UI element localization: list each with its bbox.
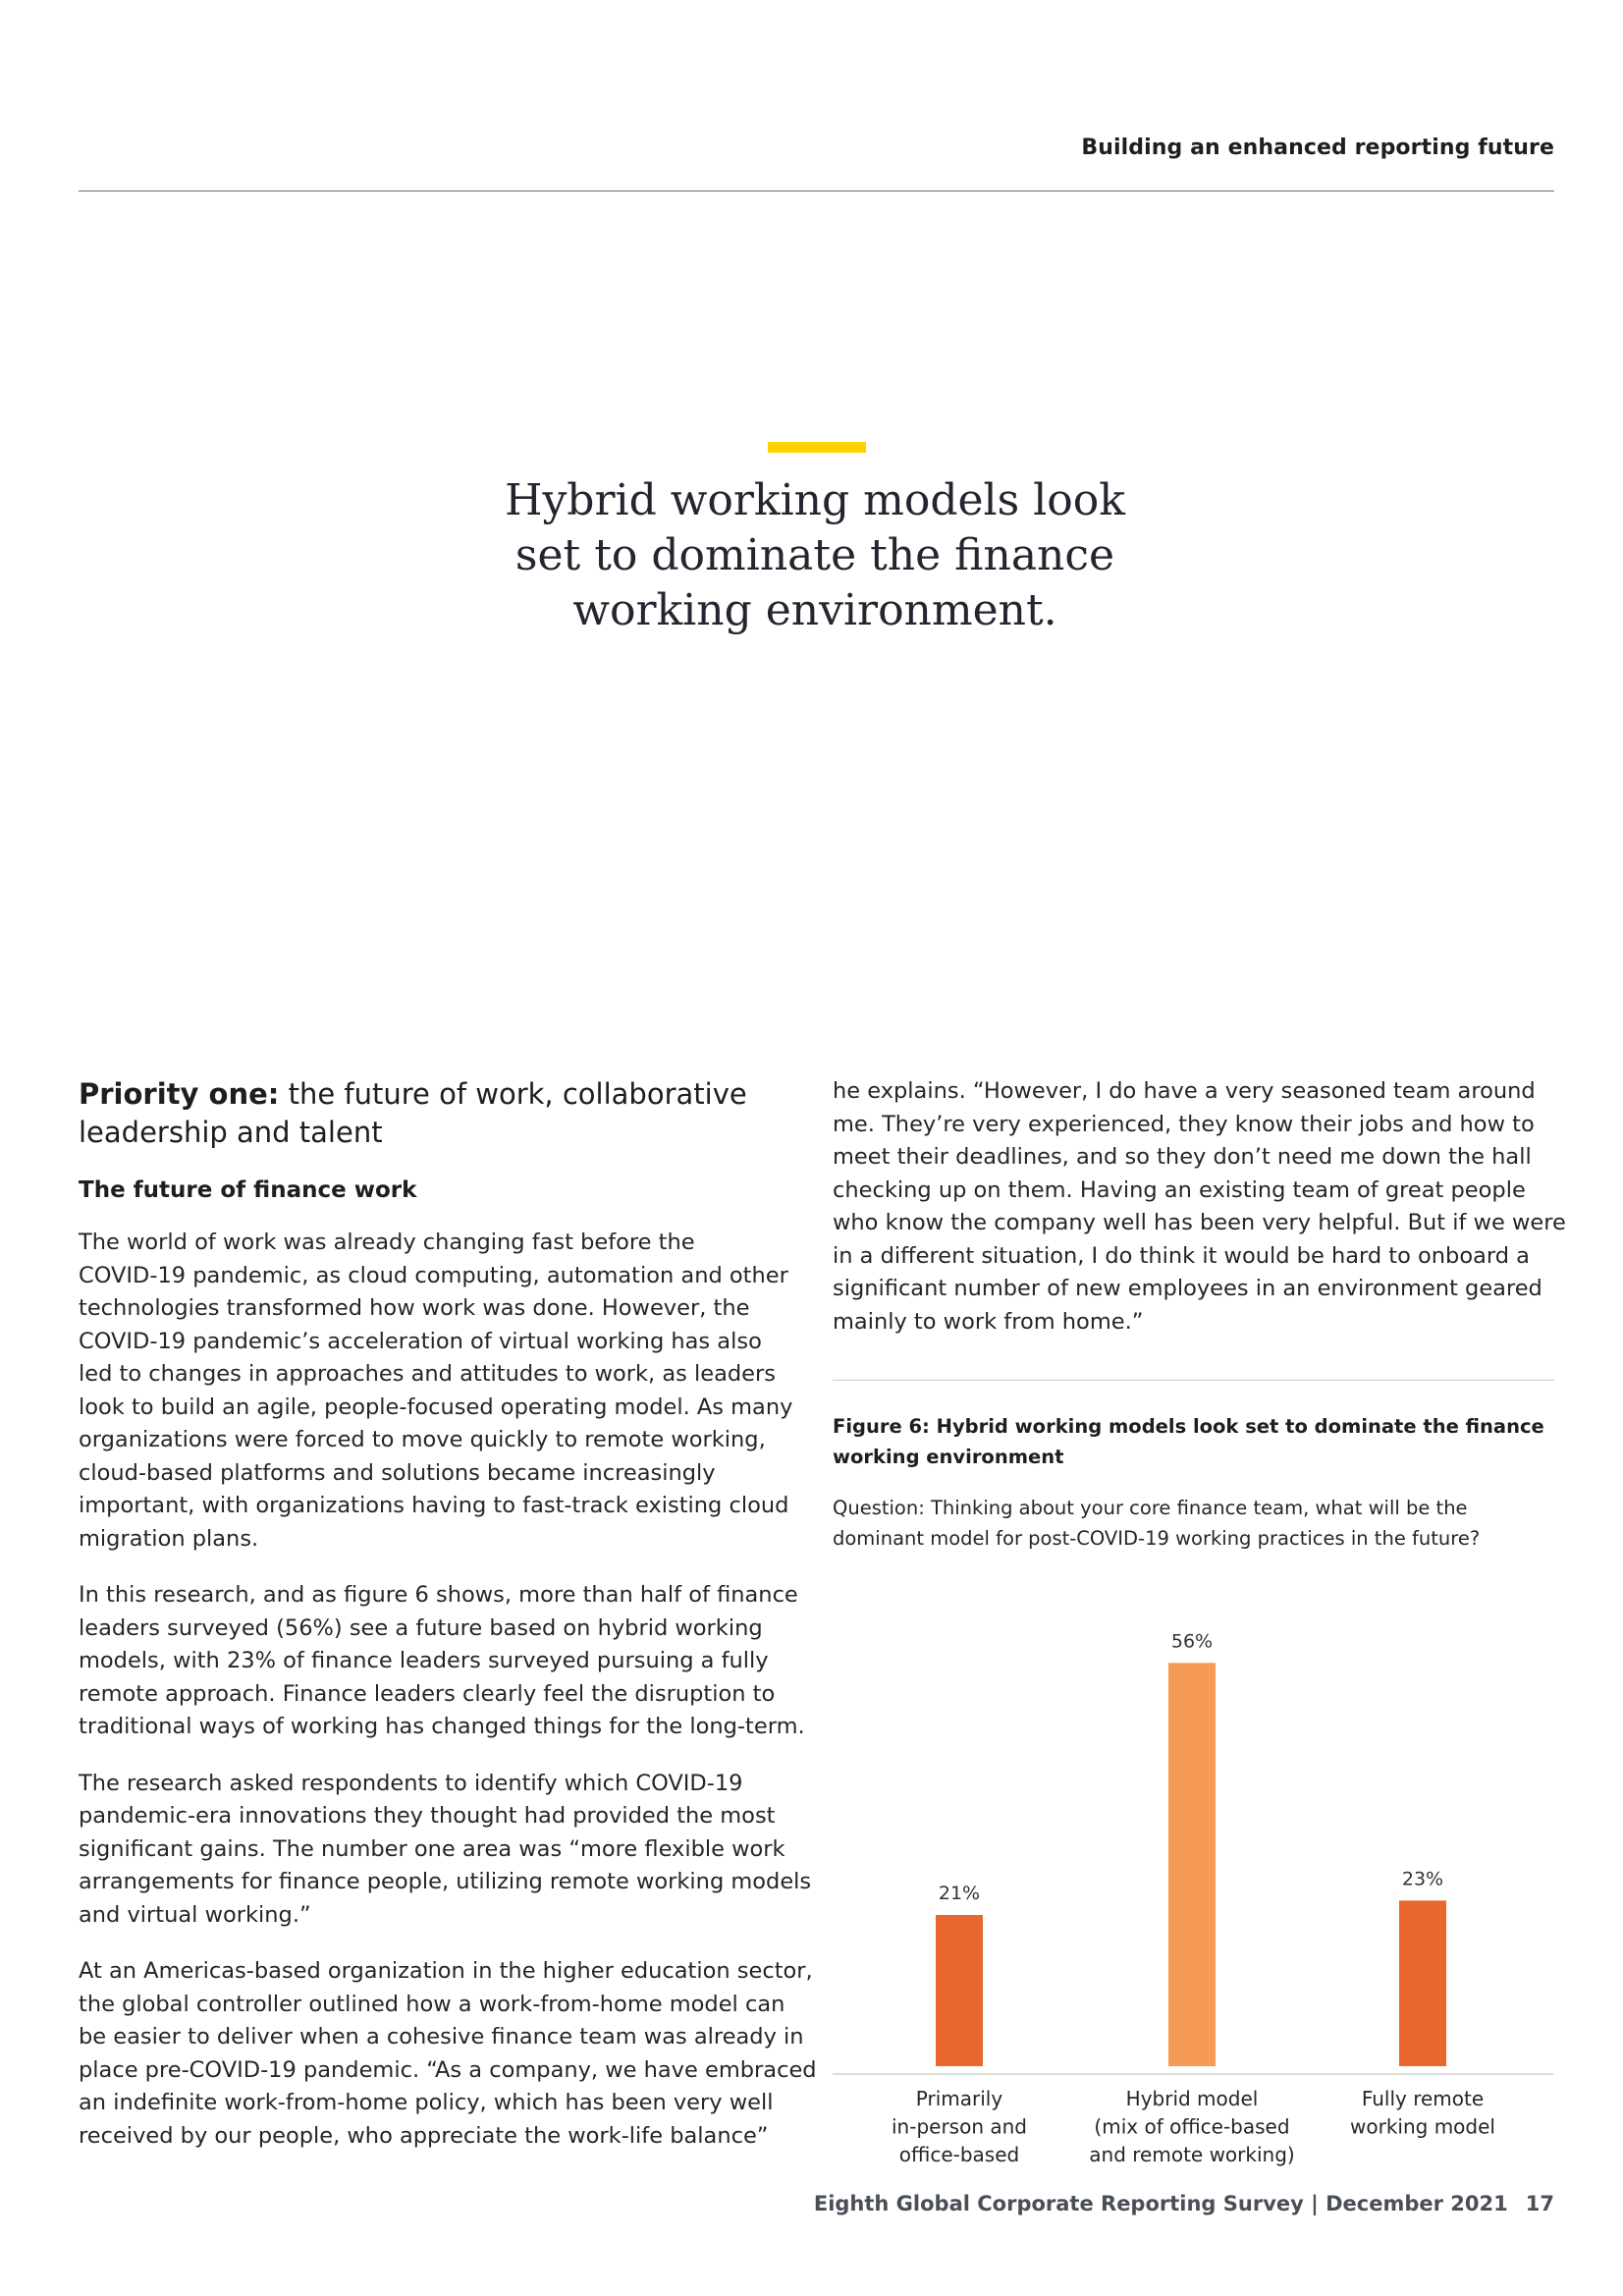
figure-question-line: Question: Thinking about your core finance team, what will be the: [833, 1497, 1468, 1519]
tick-label: office-based: [898, 2143, 1020, 2166]
hero-line: Hybrid working models look: [505, 475, 1125, 525]
body-paragraph: [79, 1227, 805, 1556]
figure-title-line: Figure 6: Hybrid working models look set to dominate the finance: [833, 1415, 1544, 1438]
tick-label: Hybrid model: [1125, 2087, 1259, 2110]
text-line: models, with 23% of finance leaders surveyed pursuing a fully: [79, 1648, 769, 1673]
hero-line: working environment.: [572, 585, 1057, 635]
text-line: significant gains. The number one area was “more flexible work: [79, 1835, 785, 1862]
tick-label: (mix of office-based: [1094, 2114, 1290, 2139]
tick-label: working model: [1350, 2114, 1495, 2139]
text-line: place pre-COVID-19 pandemic. “As a company, we have embraced: [79, 2056, 817, 2083]
text-line: in a different situation, I do think it would be hard to onboard a: [833, 1242, 1530, 1269]
priority-heading: [79, 1075, 805, 1152]
section-label: Building an enhanced reporting future: [1081, 136, 1554, 160]
text-line: an indefinite work-from-home policy, which has been very well: [79, 2090, 774, 2115]
body-paragraph: [79, 1579, 805, 1744]
text-line: pandemic-era innovations they thought had provided the most: [79, 1803, 776, 1829]
text-line: checking up on them. Having an existing team of great people: [833, 1176, 1526, 1203]
figure-question: [833, 1493, 1480, 1554]
text-line: me. They’re very experienced, they know their jobs and how to: [833, 1111, 1535, 1137]
subheading: The future of finance work: [79, 1177, 417, 1203]
text-line: traditional ways of working has changed things for the long-term.: [79, 1714, 805, 1739]
text-line: organizations were forced to move quickly to remote working,: [79, 1427, 766, 1452]
priority-text-line2: leadership and talent: [79, 1116, 383, 1149]
body-paragraph: [833, 1075, 1566, 1339]
text-line: look to build an agile, people-focused operating model. As many: [79, 1394, 793, 1420]
text-line: received by our people, who appreciate the work-life balance”: [79, 2122, 769, 2149]
data-label: 21%: [938, 1883, 981, 1904]
right-column: [833, 1075, 1566, 1339]
tick-label: Fully remote: [1361, 2087, 1485, 2110]
body-paragraph: [79, 1768, 812, 1933]
text-line: migration plans.: [79, 1525, 259, 1552]
hero-line: set to dominate the finance: [514, 530, 1115, 580]
data-label: 23%: [1401, 1868, 1444, 1890]
page-number: 17: [1525, 2192, 1554, 2215]
body-paragraph: [79, 1955, 817, 2153]
hero-quote: [422, 473, 1208, 638]
text-line: technologies transformed how work was done. However, the: [79, 1295, 750, 1321]
text-line: cloud-based platforms and solutions became increasingly: [79, 1459, 716, 1486]
text-line: The research asked respondents to identify which COVID-19: [79, 1770, 743, 1796]
bar: [936, 1915, 983, 2066]
text-line: arrangements for finance people, utilizing remote working models: [79, 1869, 812, 1894]
text-line: At an Americas-based organization in the higher education sector,: [79, 1958, 813, 1984]
footer-report: Eighth Global Corporate Reporting Survey | December 2021: [813, 2192, 1508, 2215]
tick-label: and remote working): [1089, 2143, 1295, 2166]
left-column: [79, 1075, 817, 2176]
text-line: significant number of new employees in an environment geared: [833, 1276, 1542, 1301]
figure-question-line: dominant model for post-COVID-19 working practices in the future?: [833, 1527, 1481, 1550]
figure-divider: [833, 1380, 1554, 1381]
accent-bar: [768, 442, 866, 453]
text-line: meet their deadlines, and so they don’t need me down the hall: [833, 1144, 1532, 1170]
figure-title: [833, 1411, 1544, 1472]
text-line: important, with organizations having to fast-track existing cloud: [79, 1493, 789, 1518]
bar-chart: [825, 1571, 1561, 2180]
text-line: In this research, and as figure 6 shows, more than half of finance: [79, 1582, 798, 1608]
page-footer: [814, 2192, 1554, 2215]
text-line: the global controller outlined how a work-from-home model can: [79, 1991, 785, 2017]
text-line: mainly to work from home.”: [833, 1308, 1144, 1335]
text-line: The world of work was already changing fast before the: [79, 1230, 695, 1255]
text-line: led to changes in approaches and attitudes to work, as leaders: [79, 1361, 777, 1387]
text-line: who know the company well has been very helpful. But if we were: [833, 1210, 1566, 1235]
text-line: remote approach. Finance leaders clearly feel the disruption to: [79, 1680, 776, 1707]
figure-title-line: working environment: [833, 1446, 1064, 1468]
text-line: COVID-19 pandemic, as cloud computing, automation and other: [79, 1262, 788, 1288]
priority-text: the future of work, collaborative: [279, 1077, 747, 1111]
text-line: COVID-19 pandemic’s acceleration of virtual working has also: [79, 1328, 762, 1354]
text-line: be easier to deliver when a cohesive finance team was already in: [79, 2024, 804, 2050]
data-label: 56%: [1170, 1630, 1214, 1653]
priority-label: Priority one:: [79, 1077, 280, 1111]
text-line: and virtual working.”: [79, 1901, 311, 1928]
text-line: he explains. “However, I do have a very seasoned team around: [833, 1078, 1536, 1104]
bar: [1168, 1663, 1216, 2066]
text-line: leaders surveyed (56%) see a future based on hybrid working: [79, 1614, 763, 1641]
tick-label: Primarily: [915, 2087, 1003, 2110]
tick-label: in-person and: [892, 2114, 1027, 2139]
bar: [1399, 1900, 1446, 2066]
